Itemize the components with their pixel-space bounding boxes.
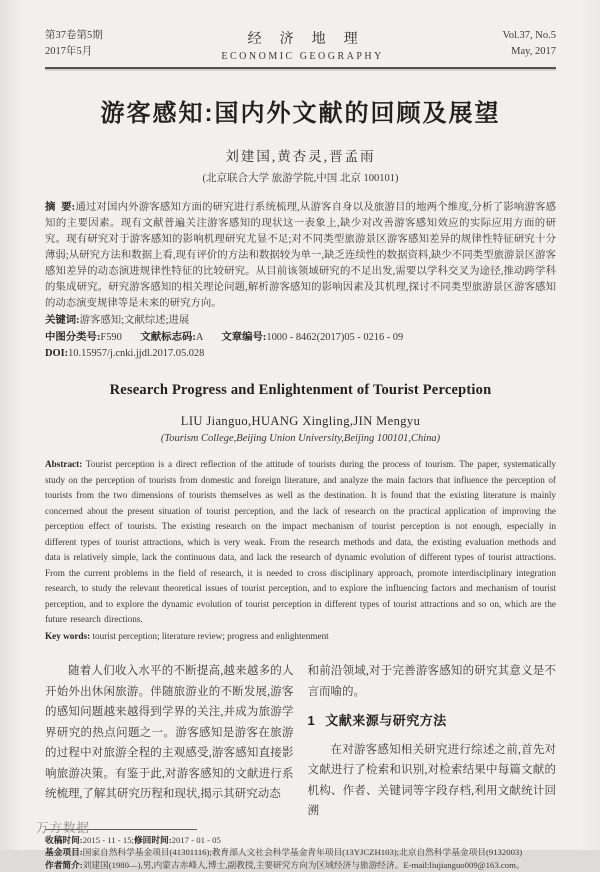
doi-label: DOI: xyxy=(45,348,69,359)
footnotes xyxy=(45,834,556,872)
article-id-value: 1000 - 8462(2017)05 - 0216 - 09 xyxy=(266,332,404,343)
section-1-title: 文献来源与研究方法 xyxy=(325,713,447,728)
intro-paragraph: 随着人们收入水平的不断提高,越来越多的人开始外出休闲旅游。伴随旅游业的不断发展,游客的感知问题越来越得到学界的关注,并成为旅游学界研究的热点问题之一。游客感知是游客在旅游的过程中对旅游全程的主观感受,游客感知直接影响旅游决策。有鉴于此,对游客感知的文献进行系统梳理,了解其研究历程和现状,揭示其研究动态 xyxy=(45,665,294,800)
authors-en: LIU Jianguo,HUANG Xingling,JIN Mengyu xyxy=(180,414,421,428)
abstract-text-en: Tourist perception is a direct reflection of the attitude of tourists during the process of tourism. The paper, systematically study on the perception of tourists from domestic and foreign literature, and analyze the main factors that influence the perception of tourists from the two dimensions of tourists themselves as well as the destination. It is found that the existing literature is mainly concerned about the present situation of tourist perception, and the lack of research on the practical application of improving the perception effect of tourists. The existing research on the impact mechanism of tourist perception is not enough, especially in different types of tourist attractions, which is very weak. From the research methods and data, the existing evaluation methods and data is relatively simple, lack the continuous data, and lack the research of dynamic evolution of different types of tourist attractions. From the current problems in the field of research, it is needed to cross disciplinary approach, promote interdisciplinary integration research, to study the relevant theoretical issues of tourist perception, and to explore the influencing factors and mechanism of tourist perception, and to explore the dynamic evolution of tourist perception in different types of tourist attractions and so on, which are the future research directions. xyxy=(45,459,556,624)
keywords-cn xyxy=(45,313,556,329)
received-label: 收稿时间: xyxy=(45,834,83,845)
section-1-heading xyxy=(308,711,557,732)
issue-date-en: May, 2017 xyxy=(511,46,556,57)
masthead-issue-cn xyxy=(45,28,103,60)
intro-paragraph-continued: 和前沿领域,对于完善游客感知的研究其意义是不言而喻的。 xyxy=(307,665,556,698)
authors-cn: 刘建国,黄杏灵,晋孟雨 xyxy=(225,149,376,164)
revised-label: 修回时间: xyxy=(133,834,172,845)
footnote-funding xyxy=(45,846,556,859)
bio-label: 作者简介: xyxy=(45,860,83,871)
abstract-label-cn: 摘 要: xyxy=(45,202,76,213)
clc-value: F590 xyxy=(100,332,122,343)
keywords-label-cn: 关键词: xyxy=(45,315,80,326)
body-column-right xyxy=(308,661,557,822)
section-1-number: 1 xyxy=(307,713,316,728)
keywords-label-en: Key words: xyxy=(45,630,91,641)
footnote-dates xyxy=(45,834,556,847)
received-value: 2015 - 11 - 15; xyxy=(82,834,134,845)
affiliation-en: (Tourism College,Beijing Union University,Beijing 100101,China) xyxy=(160,433,441,444)
keywords-text-en: tourist perception; literature review; progress and enlightenment xyxy=(92,630,329,641)
abstract-label-en: Abstract: xyxy=(45,459,83,469)
bio-value: 刘建国(1980—),男,内蒙古赤峰人,博士,副教授,主要研究方向为区域经济与旅游经济。E-mail:liujianguo009@163.com。 xyxy=(82,860,525,871)
masthead-journal-name xyxy=(103,28,503,62)
clc-label: 中图分类号: xyxy=(45,332,101,343)
doc-code-label: 文献标志码: xyxy=(140,332,196,343)
article-id-label: 文章编号: xyxy=(221,332,267,343)
issue-number-cn: 第37卷第5期 xyxy=(45,30,103,41)
body-column-left xyxy=(45,661,294,822)
abstract-cn xyxy=(45,200,556,312)
section-1-paragraph: 在对游客感知相关研究进行综述之前,首先对文献进行了检索和识别,对检索结果中每篇文献的机构、作者、关键词等字段存档,利用文献统计回溯 xyxy=(307,743,556,817)
revised-value: 2017 - 01 - 05 xyxy=(171,834,221,845)
keywords-en xyxy=(45,629,556,645)
footnote-author-bio xyxy=(45,859,556,872)
doi-value: 10.15957/j.cnki.jjdl.2017.05.028 xyxy=(68,348,205,359)
article-title-en: Research Progress and Enlightenment of Tourist Perception xyxy=(109,382,492,398)
doi-line xyxy=(45,346,556,362)
journal-name-en: ECONOMIC GEOGRAPHY xyxy=(221,51,384,62)
funding-label: 基金项目: xyxy=(45,847,83,858)
masthead-issue-en xyxy=(503,28,556,60)
issue-number-en: Vol.37, No.5 xyxy=(502,30,556,41)
journal-name-cn: 经济地理 xyxy=(247,32,376,47)
keywords-text-cn: 游客感知;文献综述;进展 xyxy=(79,315,190,326)
body-columns xyxy=(45,661,556,822)
affiliation-cn: (北京联合大学 旅游学院,中国 北京 100101) xyxy=(202,173,399,184)
wanfang-watermark: 万方数据 xyxy=(36,821,91,835)
abstract-text-cn: 通过对国内外游客感知方面的研究进行系统梳理,从游客自身以及旅游目的地两个维度,分析了影响游客感知的主要因素。现有文献普遍关注游客感知的现状这一表象上,缺少对改善游客感知效应的实际应用方面的研究。现有研究对于游客感知的影响机理研究尤显不足;对不同类型旅游景区游客感知差异的规律性特征研究十分薄弱;从研究方法和数据上看,现有评价的方法和数据较为单一,缺乏连续性的数据资料,缺少不同类型旅游景区游客感知差异的动态演进规律性特征的比较研究。从目前该领域研究的不足出发,需要以学科交叉为途径,推动跨学科的集成研究。研究游客感知的相关理论问题,解析游客感知的影响因素及其机理,探讨不同类型旅游景区游客感知的动态演变规律等是未来的研究方向。 xyxy=(45,202,557,309)
doc-code-value: A xyxy=(195,332,203,343)
article-meta xyxy=(45,330,556,346)
issue-date-cn: 2017年5月 xyxy=(45,46,93,57)
article-title-cn: 游客感知:国内外文献的回顾及展望 xyxy=(100,100,501,127)
journal-masthead xyxy=(45,28,556,62)
masthead-rule xyxy=(45,67,556,69)
funding-value: 国家自然科学基金项目(41301116);教育部人文社会科学基金青年项目(13YJCZH103);北京自然科学基金项目(9132003) xyxy=(82,847,523,858)
abstract-en xyxy=(45,457,556,628)
